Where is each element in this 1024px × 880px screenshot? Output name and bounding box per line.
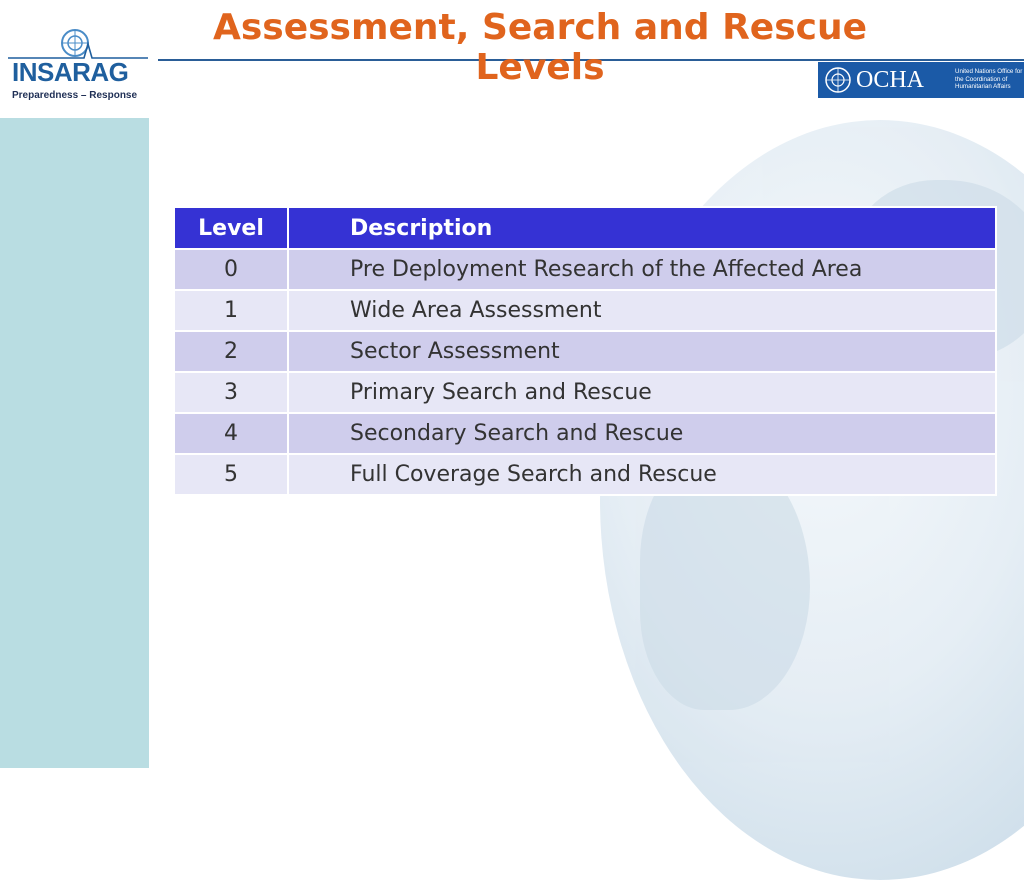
description-cell: Sector Assessment xyxy=(288,331,996,372)
table-header-row xyxy=(174,207,996,249)
header-description: Description xyxy=(288,207,996,249)
header-level: Level xyxy=(174,207,288,249)
level-cell: 0 xyxy=(174,249,288,290)
un-emblem-icon xyxy=(824,66,852,94)
description-cell: Secondary Search and Rescue xyxy=(288,413,996,454)
table-row xyxy=(174,331,996,372)
level-cell: 1 xyxy=(174,290,288,331)
slide-title-line2: Levels xyxy=(475,47,605,88)
description-cell: Pre Deployment Research of the Affected Area xyxy=(288,249,996,290)
description-cell: Full Coverage Search and Rescue xyxy=(288,454,996,495)
ocha-subtitle: United Nations Office for the Coordination of Humanitarian Affairs xyxy=(955,68,1023,90)
table-row xyxy=(174,372,996,413)
table-row xyxy=(174,290,996,331)
insarag-logo xyxy=(8,24,152,106)
description-cell: Primary Search and Rescue xyxy=(288,372,996,413)
insarag-logo-text: INSARAG xyxy=(12,57,129,87)
level-cell: 2 xyxy=(174,331,288,372)
insarag-tagline: Preparedness – Response xyxy=(12,90,138,101)
description-cell: Wide Area Assessment xyxy=(288,290,996,331)
level-cell: 3 xyxy=(174,372,288,413)
level-cell: 4 xyxy=(174,413,288,454)
ocha-name: OCHA xyxy=(856,67,925,93)
levels-table xyxy=(173,206,997,496)
slide-title xyxy=(160,8,920,88)
table-row xyxy=(174,454,996,495)
table-row xyxy=(174,249,996,290)
left-sidebar-band xyxy=(0,118,149,768)
table-row xyxy=(174,413,996,454)
slide-title-line1: Assessment, Search and Rescue xyxy=(212,7,868,48)
ocha-logo xyxy=(818,62,1024,98)
level-cell: 5 xyxy=(174,454,288,495)
